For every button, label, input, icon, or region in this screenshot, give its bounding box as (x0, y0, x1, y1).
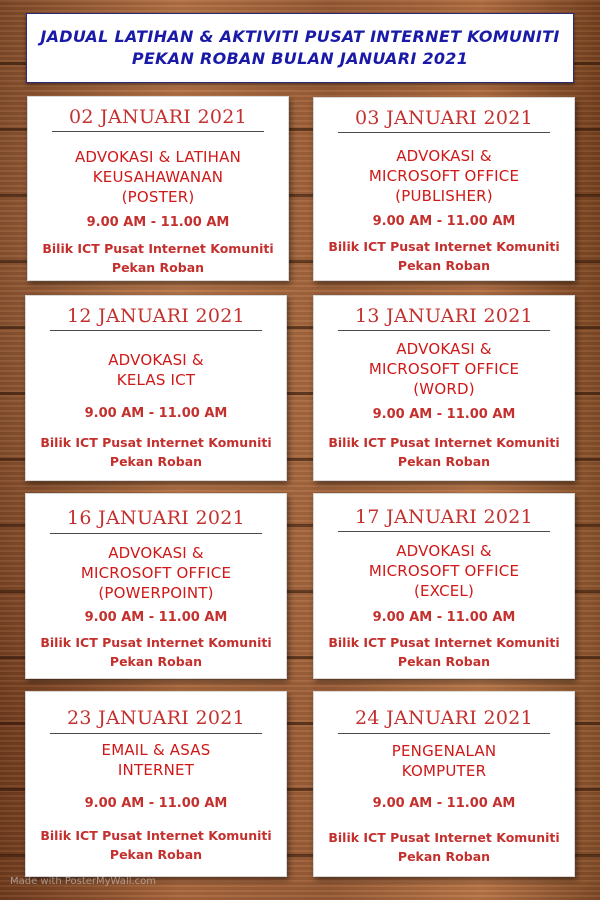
session-venue (28, 239, 288, 277)
venue-line: Bilik ICT Pusat Internet Komuniti (40, 828, 272, 843)
venue-line: Pekan Roban (397, 654, 491, 669)
session-time: 9.00 AM - 11.00 AM (372, 407, 516, 422)
session-venue (26, 433, 286, 471)
session-activity (34, 147, 282, 207)
session-date: 13 JANUARI 2021 (354, 305, 534, 327)
session-card (313, 97, 575, 281)
session-card (25, 295, 287, 481)
session-date: 03 JANUARI 2021 (354, 107, 534, 129)
session-activity (320, 146, 568, 206)
session-activity (32, 350, 280, 390)
date-underline (50, 733, 262, 734)
session-activity (320, 741, 568, 781)
activity-line: (EXCEL) (413, 582, 475, 600)
venue-line: Bilik ICT Pusat Internet Komuniti (42, 241, 274, 256)
watermark-text: Made with PosterMyWall.com (10, 876, 157, 887)
venue-line: Pekan Roban (397, 849, 491, 864)
poster-title-line-1: JADUAL LATIHAN & AKTIVITI PUSAT INTERNET KOMUNITI (40, 27, 560, 46)
activity-line: MICROSOFT OFFICE (80, 564, 232, 582)
venue-line: Pekan Roban (109, 454, 203, 469)
activity-line: KELAS ICT (116, 371, 196, 389)
date-underline (50, 533, 262, 534)
venue-line: Pekan Roban (111, 260, 205, 275)
session-time: 9.00 AM - 11.00 AM (84, 406, 228, 421)
session-date: 17 JANUARI 2021 (354, 506, 534, 528)
activity-line: ADVOKASI & LATIHAN (74, 148, 242, 166)
session-date: 16 JANUARI 2021 (66, 507, 246, 529)
activity-line: INTERNET (117, 761, 195, 779)
session-card (313, 295, 575, 481)
activity-line: ADVOKASI & (108, 351, 204, 369)
activity-line: (PUBLISHER) (395, 187, 493, 205)
activity-line: (POSTER) (121, 188, 195, 206)
session-date: 23 JANUARI 2021 (66, 707, 246, 729)
date-underline (338, 132, 550, 133)
session-venue (314, 828, 574, 866)
date-underline (338, 330, 550, 331)
venue-line: Bilik ICT Pusat Internet Komuniti (328, 635, 560, 650)
date-underline (338, 733, 550, 734)
activity-line: (POWERPOINT) (98, 584, 214, 602)
session-activity (32, 740, 280, 780)
session-card (25, 493, 287, 679)
venue-line: Pekan Roban (397, 454, 491, 469)
activity-line: EMAIL & ASAS (101, 741, 211, 759)
session-card (313, 691, 575, 877)
session-venue (314, 433, 574, 471)
date-underline (50, 330, 262, 331)
session-date: 02 JANUARI 2021 (68, 106, 248, 128)
session-card (313, 493, 575, 679)
session-date: 24 JANUARI 2021 (354, 707, 534, 729)
activity-line: ADVOKASI & (108, 544, 204, 562)
poster-title-box (26, 13, 574, 83)
activity-line: KOMPUTER (401, 762, 487, 780)
activity-line: PENGENALAN (391, 742, 497, 760)
session-venue (314, 633, 574, 671)
session-venue (26, 826, 286, 864)
session-time: 9.00 AM - 11.00 AM (372, 796, 516, 811)
session-card (25, 691, 287, 877)
venue-line: Bilik ICT Pusat Internet Komuniti (40, 635, 272, 650)
session-time: 9.00 AM - 11.00 AM (84, 610, 228, 625)
session-venue (26, 633, 286, 671)
activity-line: ADVOKASI & (396, 542, 492, 560)
session-time: 9.00 AM - 11.00 AM (86, 215, 230, 230)
poster-title-line-2: PEKAN ROBAN BULAN JANUARI 2021 (131, 49, 469, 68)
activity-line: KEUSAHAWANAN (92, 168, 224, 186)
venue-line: Pekan Roban (397, 258, 491, 273)
session-activity (32, 543, 280, 603)
session-activity (320, 541, 568, 601)
session-activity (320, 339, 568, 399)
venue-line: Pekan Roban (109, 847, 203, 862)
venue-line: Pekan Roban (109, 654, 203, 669)
date-underline (52, 131, 264, 132)
session-time: 9.00 AM - 11.00 AM (372, 610, 516, 625)
session-venue (314, 237, 574, 275)
activity-line: ADVOKASI & (396, 340, 492, 358)
date-underline (338, 531, 550, 532)
activity-line: MICROSOFT OFFICE (368, 360, 520, 378)
venue-line: Bilik ICT Pusat Internet Komuniti (328, 435, 560, 450)
activity-line: MICROSOFT OFFICE (368, 562, 520, 580)
session-card (27, 96, 289, 281)
activity-line: (WORD) (413, 380, 475, 398)
session-date: 12 JANUARI 2021 (66, 305, 246, 327)
session-time: 9.00 AM - 11.00 AM (372, 214, 516, 229)
session-time: 9.00 AM - 11.00 AM (84, 796, 228, 811)
activity-line: MICROSOFT OFFICE (368, 167, 520, 185)
activity-line: ADVOKASI & (396, 147, 492, 165)
venue-line: Bilik ICT Pusat Internet Komuniti (40, 435, 272, 450)
venue-line: Bilik ICT Pusat Internet Komuniti (328, 830, 560, 845)
venue-line: Bilik ICT Pusat Internet Komuniti (328, 239, 560, 254)
